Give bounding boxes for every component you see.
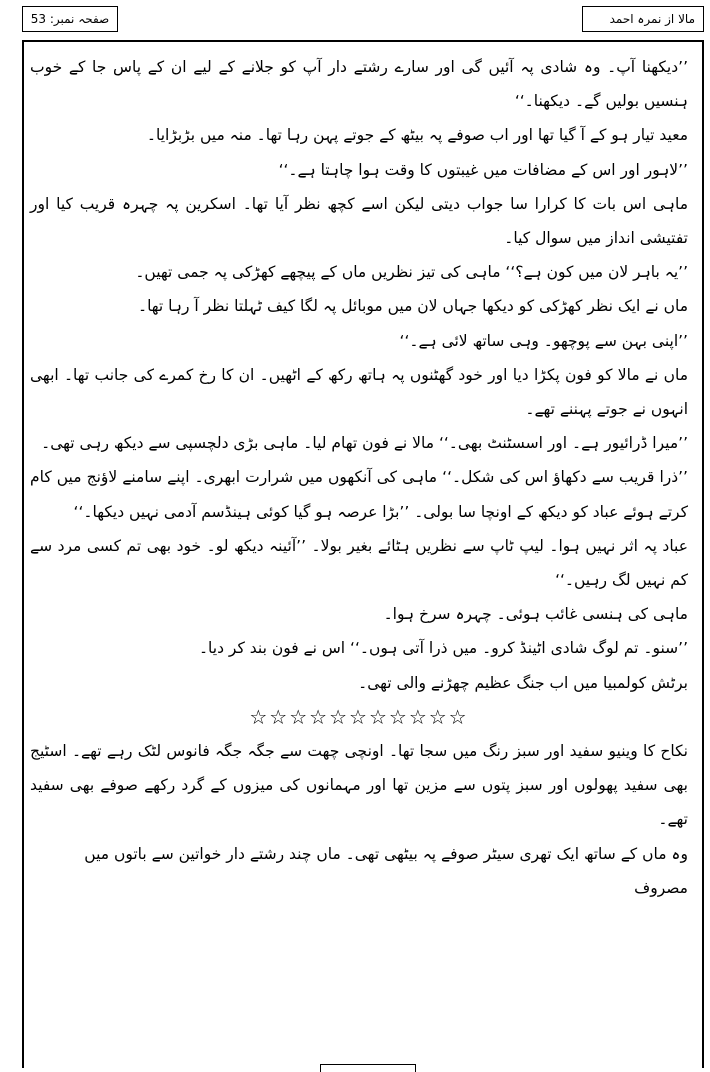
page-number-label: صفحہ نمبر: 53 — [22, 6, 118, 32]
footer-tab — [320, 1064, 416, 1072]
paragraph: ’’میرا ڈرائیور ہے۔ اور اسسٹنٹ بھی۔‘‘ مالا نے فون تھام لیا۔ ماہی بڑی دلچسپی سے دیکھ رہی تھی۔ — [41, 434, 688, 453]
paragraph: برٹش کولمبیا میں اب جنگ عظیم چھڑنے والی تھی۔ — [358, 673, 688, 692]
paragraph: ’’اپنی بہن سے پوچھو۔ وہی ساتھ لائی ہے۔‘‘ — [399, 331, 688, 350]
paragraph: ماں نے ایک نظر کھڑکی کو دیکھا جہاں لان میں موبائل پہ لگا کیف ٹہلتا نظر آ رہا تھا۔ — [137, 297, 688, 316]
page-header — [0, 0, 710, 38]
paragraph: ’’یہ باہر لان میں کون ہے؟‘‘ ماہی کی تیز نظریں ماں کے پیچھے کھڑکی پہ جمی تھیں۔ — [135, 263, 688, 282]
paragraph: نکاح کا وینیو سفید اور سبز رنگ میں سجا تھا۔ اونچی چھت سے جگہ جگہ فانوس لٹک رہے تھے۔ اسٹیج بھی سفید پھولوں اور سبز پتوں سے مزین تھا اور مہمانوں کی میزوں کے گرد رکھے صوفے بھی سفید تھے۔ — [30, 742, 688, 829]
paragraph: معید تیار ہو کے آ گیا تھا اور اب صوفے پہ بیٹھ کے جوتے پہن رہا تھا۔ منہ میں بڑبڑایا۔ — [146, 126, 688, 145]
paragraph: وہ ماں کے ساتھ ایک تھری سیٹر صوفے پہ بیٹھی تھی۔ ماں چند رشتے دار خواتین سے باتوں میں مصروف — [84, 844, 688, 897]
section-divider: ☆☆☆☆☆☆☆☆☆☆☆ — [249, 704, 469, 729]
paragraph: ’’سنو۔ تم لوگ شادی اٹینڈ کرو۔ میں ذرا آتی ہوں۔‘‘ اس نے فون بند کر دیا۔ — [198, 639, 688, 658]
paragraph: ماہی اس بات کا کرارا سا جواب دیتی لیکن اسے کچھ نظر آیا تھا۔ اسکرین پہ چہرہ قریب کیا اور تفتیشی انداز میں سوال کیا۔ — [30, 194, 688, 248]
paragraph: عباد پہ اثر نہیں ہوا۔ لیپ ٹاپ سے نظریں ہٹائے بغیر بولا۔ ’’آئینہ دیکھ لو۔ خود بھی تم کسی مرد سے کم نہیں لگ رہیں۔‘‘ — [30, 536, 688, 590]
paragraph: ’’لاہور اور اس کے مضافات میں غیبتوں کا وقت ہوا چاہتا ہے۔‘‘ — [278, 160, 688, 179]
paragraph: ماں نے مالا کو فون پکڑا دیا اور خود گھٹنوں پہ ہاتھ رکھ کے اٹھیں۔ ان کا رخ کمرے کی جانب تھا۔ ابھی انہوں نے جوتے پہننے تھے۔ — [30, 365, 688, 419]
paragraph: ’’ذرا قریب سے دکھاؤ اس کی شکل۔‘‘ ماہی کی آنکھوں میں شرارت ابھری۔ اپنے سامنے لاؤنج میں کام کرتے ہوئے عباد کو دیکھ کے اونچا سا بولی۔ ’’بڑا عرصہ ہو گیا کوئی ہینڈسم آدمی نہیں دیکھا۔‘‘ — [30, 468, 688, 521]
author-label: مالا از نمرہ احمد — [582, 6, 704, 32]
paragraph: ماہی کی ہنسی غائب ہوئی۔ چہرہ سرخ ہوا۔ — [383, 605, 688, 624]
story-text — [30, 50, 688, 905]
paragraph: ’’دیکھنا آپ۔ وہ شادی پہ آئیں گی اور سارے رشتے دار آپ کو جلانے کے لیے ان کے پاس جا کے خوب ہنسیں بولیں گے۔ دیکھنا۔‘‘ — [30, 58, 688, 111]
